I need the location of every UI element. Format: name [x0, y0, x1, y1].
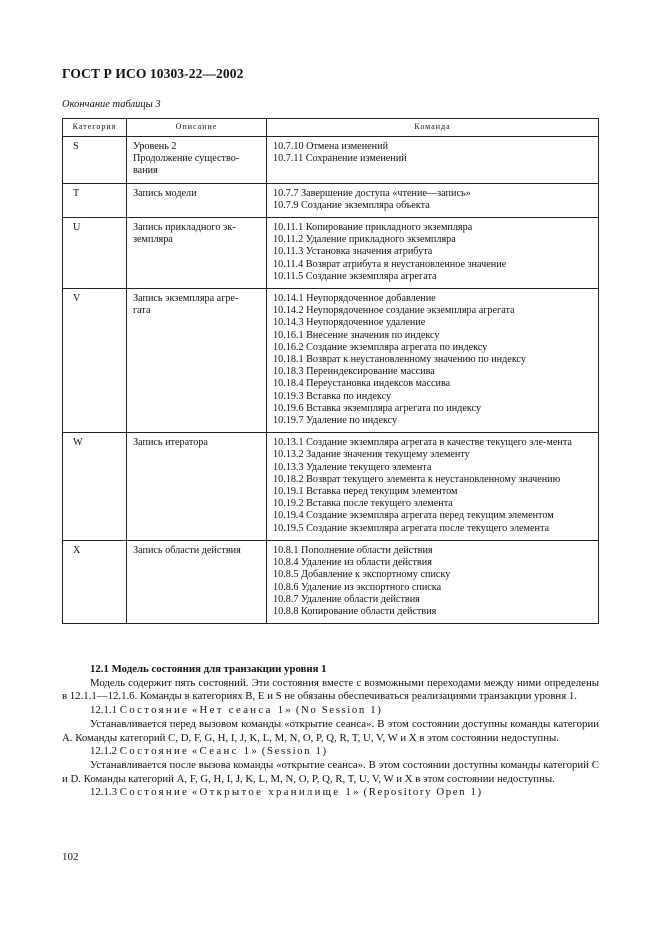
- command-item: 10.8.4 Удаление из области действия: [273, 557, 432, 569]
- column-header-category: Категория: [63, 119, 127, 137]
- description-cell: [127, 218, 267, 289]
- subsection-heading-1: [62, 704, 599, 718]
- command-item: 10.7.7 Завершение доступа «чтение—запись»: [273, 187, 471, 199]
- state-name: «Нет сеанса 1»: [191, 704, 294, 717]
- category-cell: S: [63, 137, 127, 184]
- command-item: 10.8.8 Копирование области действия: [273, 605, 437, 617]
- state-name-en: (No Session 1): [295, 704, 383, 717]
- command-item: 10.11.2 Удаление прикладного экземпляра: [273, 234, 456, 246]
- table-header-row: [63, 119, 599, 137]
- command-item: 10.18.3 Переиндексирование массива: [273, 366, 435, 378]
- table-row: [63, 218, 599, 289]
- description-cell: [127, 433, 267, 541]
- state-name: «Открытое хранилище 1»: [191, 786, 361, 799]
- subsection-word: Состояние: [119, 704, 190, 717]
- section-heading: 12.1 Модель состояния для транзакции уровня 1: [90, 663, 327, 675]
- description-cell: [127, 540, 267, 623]
- section-body: [62, 663, 599, 800]
- category-cell: X: [63, 540, 127, 623]
- command-item: 10.19.1 Вставка перед текущим элементом: [273, 486, 458, 498]
- command-item: 10.19.6 Вставка экземпляра агрегата по индексу: [273, 402, 482, 414]
- subsection-number: 12.1.1: [90, 704, 117, 717]
- table-body: [63, 137, 599, 624]
- command-item: 10.13.3 Удаление текущего элемента: [273, 461, 432, 473]
- table-row: [63, 183, 599, 217]
- table-row: [63, 433, 599, 541]
- command-item: 10.8.1 Пополнение области действия: [273, 544, 433, 556]
- description-line: Запись экземпляра агре-: [133, 293, 239, 305]
- table-row: [63, 540, 599, 623]
- subsection-heading-3: [62, 786, 599, 800]
- command-cell: [267, 183, 599, 217]
- subsection-word: Состояние: [119, 745, 190, 758]
- command-item: 10.16.2 Создание экземпляра агрегата по индексу: [273, 341, 488, 353]
- section-intro: Модель содержит пять состояний. Эти состояния вместе с возможными переходами между ними определены в 12.1.1—12.1.6. Команды в категориях B, E и S не обязаны обеспечиваться реализациями транзакции уровня 1.: [62, 676, 599, 703]
- command-item: 10.13.1 Создание экземпляра агрегата в качестве текущего эле-мента: [273, 437, 572, 449]
- command-item: 10.11.1 Копирование прикладного экземпляра: [273, 222, 473, 234]
- command-item: 10.19.4 Создание экземпляра агрегата перед текущим элементом: [273, 510, 554, 522]
- command-item: 10.14.2 Неупорядоченное создание экземпляра агрегата: [273, 305, 515, 317]
- command-cell: [267, 218, 599, 289]
- command-item: 10.14.3 Неупорядоченное удаление: [273, 317, 426, 329]
- command-item: 10.14.1 Неупорядоченное добавление: [273, 293, 436, 305]
- category-cell: U: [63, 218, 127, 289]
- column-header-description: Описание: [127, 119, 267, 137]
- description-line: земпляра: [133, 234, 173, 246]
- subsection-word: Состояние: [119, 786, 190, 799]
- command-item: 10.8.5 Добавление к экспортному списку: [273, 569, 451, 581]
- category-cell: W: [63, 433, 127, 541]
- description-cell: [127, 137, 267, 184]
- description-line: Уровень 2: [133, 141, 177, 152]
- document-header: ГОСТ Р ИСО 10303-22—2002: [62, 66, 244, 81]
- state-name: «Сеанс 1»: [191, 745, 260, 758]
- command-item: 10.18.4 Переустановка индексов массива: [273, 378, 451, 390]
- command-item: 10.8.7 Удаление области действия: [273, 593, 420, 605]
- description-line: Продолжение существо-: [133, 153, 240, 165]
- description-cell: [127, 289, 267, 433]
- subsection-text-1: Устанавливается перед вызовом команды «открытие сеанса». В этом состоянии доступны команды категории A. Команды категорий C, D, F, G, H, I, J, K, L, M, N, O, P, Q, R, T, U, V, W и X в этом состоянии недоступны.: [62, 717, 599, 744]
- description-cell: [127, 183, 267, 217]
- state-name-en: (Session 1): [261, 745, 328, 758]
- command-item: 10.13.2 Задание значения текущему элементу: [273, 449, 470, 461]
- subsection-text-2: Устанавливается после вызова команды «открытие сеанса». В этом состоянии доступны команды категорий C и D. Команды категорий A, F, G, H, I, J, K, L, M, N, O, P, Q, R, T, U, V, W и X в этом состоянии недоступны.: [62, 758, 599, 785]
- subsection-heading-2: [62, 745, 599, 759]
- command-item: 10.11.3 Установка значения атрибута: [273, 246, 433, 258]
- table-caption: Окончание таблицы 3: [62, 99, 161, 110]
- table-row: [63, 289, 599, 433]
- category-cell: V: [63, 289, 127, 433]
- command-item: 10.11.5 Создание экземпляра агрегата: [273, 270, 437, 282]
- category-cell: T: [63, 183, 127, 217]
- command-item: 10.19.7 Удаление по индексу: [273, 415, 398, 427]
- command-item: 10.18.2 Возврат текущего элемента к неустановленному значению: [273, 473, 561, 485]
- command-item: 10.11.4 Возврат атрибута в неустановленное значение: [273, 258, 507, 270]
- column-header-command: Команда: [267, 119, 599, 137]
- commands-table: [62, 118, 599, 624]
- subsection-number: 12.1.3: [90, 786, 117, 799]
- command-cell: [267, 289, 599, 433]
- description-line: Запись прикладного эк-: [133, 222, 236, 234]
- description-line: гата: [133, 305, 151, 317]
- subsection-number: 12.1.2: [90, 745, 117, 758]
- command-cell: [267, 540, 599, 623]
- description-line: Запись области действия: [133, 544, 241, 556]
- command-item: 10.7.9 Создание экземпляра объекта: [273, 199, 430, 211]
- state-name-en: (Repository Open 1): [363, 786, 483, 799]
- page-number: 102: [62, 851, 79, 863]
- command-item: 10.19.3 Вставка по индексу: [273, 390, 392, 402]
- table-row: [63, 137, 599, 184]
- command-item: 10.19.2 Вставка после текущего элемента: [273, 498, 453, 510]
- command-cell: [267, 137, 599, 184]
- command-item: 10.16.1 Внесение значения по индексу: [273, 329, 440, 341]
- command-item: 10.7.11 Сохранение изменений: [273, 153, 407, 165]
- description-line: вания: [133, 165, 158, 177]
- command-cell: [267, 433, 599, 541]
- command-item: 10.19.5 Создание экземпляра агрегата после текущего элемента: [273, 522, 550, 534]
- description-line: Запись модели: [133, 187, 197, 199]
- command-item: 10.7.10 Отмена изменений: [273, 141, 389, 152]
- command-item: 10.18.1 Возврат к неустановленному значению по индексу: [273, 354, 527, 366]
- command-item: 10.8.6 Удаление из экспортного списка: [273, 581, 442, 593]
- description-line: Запись итератора: [133, 437, 208, 449]
